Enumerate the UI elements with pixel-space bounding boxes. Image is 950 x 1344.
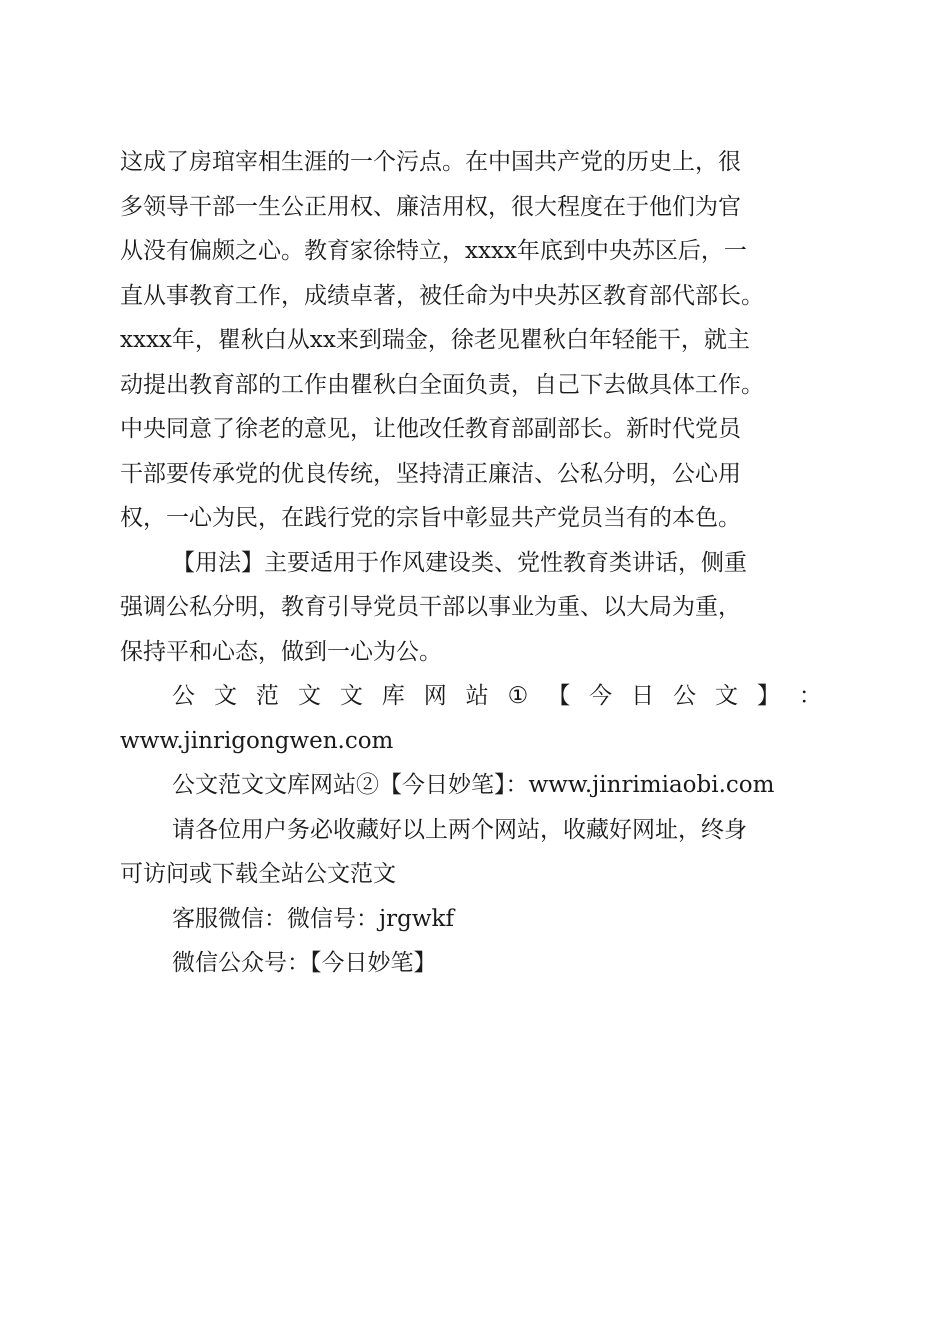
label-char: 库 [381, 683, 405, 709]
label-char: 公 [172, 683, 195, 709]
website-1-block [120, 674, 822, 763]
paragraph-line: 这成了房琯宰相生涯的一个污点。在中国共产党的历史上，很 [120, 149, 741, 175]
label-char: 文 [339, 683, 363, 709]
label-char: 】 [756, 683, 780, 709]
paragraph-line: 多领导干部一生公正用权、廉洁用权，很大程度在于他们为官 [120, 193, 741, 220]
paragraph-line: xxxx年，瞿秋白从xx来到瑞金，徐老见瞿秋白年轻能干，就主 [120, 327, 750, 353]
label-char: 范 [255, 683, 279, 709]
customer-service-line: 客服微信：微信号：jrgwkf [172, 905, 454, 932]
usage-paragraph [120, 541, 822, 675]
paragraph-line: 中央同意了徐老的意见，让他改任教育部副部长。新时代党员 [120, 416, 741, 442]
paragraph-line: 干部要传承党的优良传统，坚持清正廉洁、公私分明，公心用 [120, 460, 741, 487]
website-2-line: 公文范文文库网站②【今日妙笔】：www.jinrimiaobi.com [172, 772, 775, 798]
label-char: 公 [673, 683, 697, 709]
paragraph-line: 【用法】主要适用于作风建设类、党性教育类讲话，侧重 [172, 549, 747, 576]
label-char: 文 [297, 683, 321, 709]
label-char: 今 [589, 683, 613, 709]
label-char: ① [507, 683, 529, 709]
website-1-label [120, 674, 822, 719]
paragraph-line: 保持平和心态，做到一心为公。 [120, 638, 442, 665]
label-char: 站 [465, 683, 489, 709]
paragraph-line: 可访问或下载全站公文范文 [120, 861, 396, 887]
document-body [120, 140, 822, 986]
website-1-url: www.jinrigongwen.com [120, 727, 394, 754]
paragraph-line: 权，一心为民，在践行党的宗旨中彰显共产党员当有的本色。 [120, 505, 741, 531]
label-char: 【 [547, 683, 571, 709]
label-char: 日 [631, 683, 655, 709]
label-char: 文 [715, 683, 739, 709]
paragraph-line: 动提出教育部的工作由瞿秋白全面负责，自己下去做具体工作。 [120, 371, 764, 398]
paragraph-line: 直从事教育工作，成绩卓著，被任命为中央苏区教育部代部长。 [120, 282, 764, 309]
paragraph-line: 从没有偏颇之心。教育家徐特立，xxxx年底到中央苏区后，一 [120, 238, 747, 264]
notice-paragraph [120, 808, 822, 897]
label-char: ： [798, 683, 822, 709]
official-account-line: 微信公众号：【今日妙笔】 [172, 950, 437, 976]
paragraph-line: 请各位用户务必收藏好以上两个网站，收藏好网址，终身 [172, 816, 747, 843]
label-char: 网 [423, 683, 447, 709]
label-char: 文 [213, 683, 237, 709]
paragraph-line: 强调公私分明，教育引导党员干部以事业为重、以大局为重， [120, 594, 741, 620]
body-paragraph [120, 140, 822, 541]
